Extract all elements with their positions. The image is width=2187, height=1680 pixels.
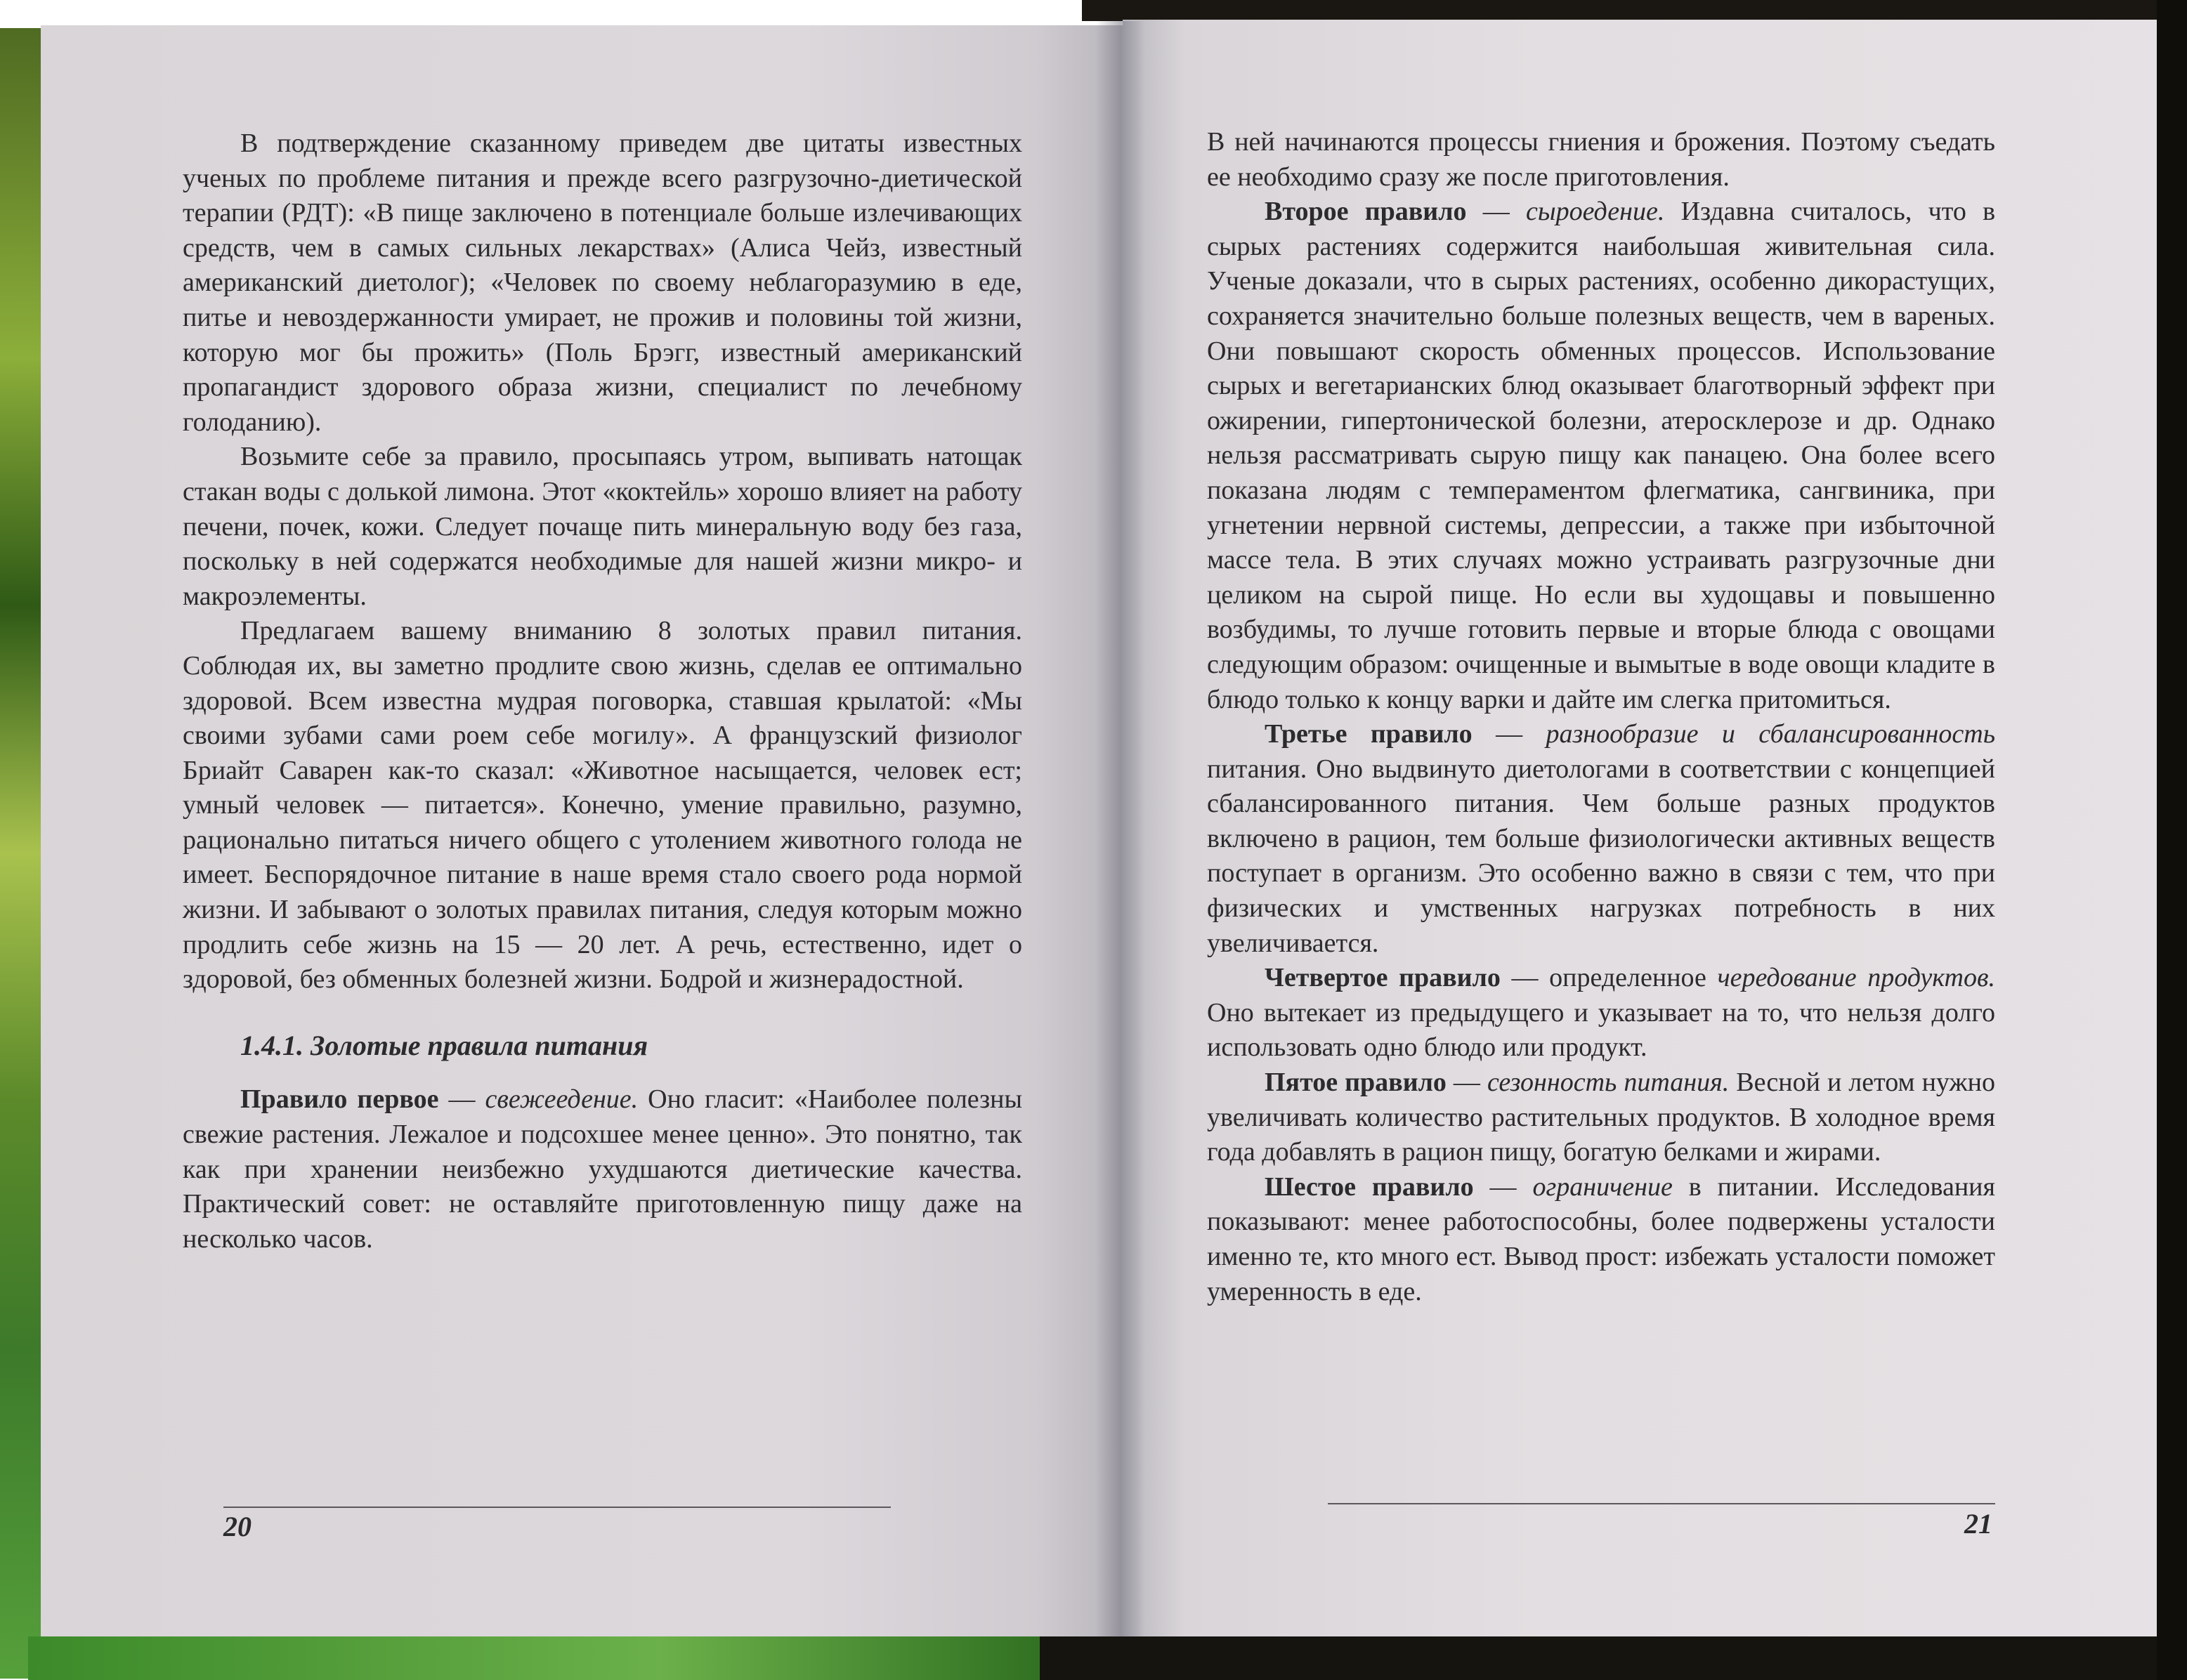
rule-name: сезонность питания. <box>1487 1068 1730 1098</box>
paragraph: Возьмите себе за правило, просыпаясь утром, выпивать натощак стакан воды с долькой лимона. Этот «коктейль» хорошо влияет на работу печени, почек, кожи. Следует почаще пить минеральную воду без газа, поскольку в ней содержатся необходимые для нашей жизни микро- и макроэлементы. <box>183 442 1022 611</box>
rule-label: Пятое правило <box>1265 1068 1447 1098</box>
scan-background-top <box>1082 0 2187 21</box>
rule-text: в питании. Исследования показывают: менее работоспособны, более подвержены усталости именно те, кто много ест. Вывод прост: избежать усталости поможет умеренность в еде. <box>1207 1172 1995 1306</box>
rule-name: сыроедение. <box>1526 197 1665 227</box>
rule-name: ограничение <box>1532 1172 1673 1202</box>
rule-paragraph <box>1207 717 1995 961</box>
scan-background-bottom <box>1040 1636 2187 1680</box>
footer-divider <box>1328 1503 1995 1504</box>
book-cover-bottom <box>28 1636 1082 1680</box>
paragraph: В подтверждение сказанному приведем две цитаты известных ученых по проблеме питания и прежде всего разгрузочно-диетической терапии (РДТ): «В пище заключено в потенциале больше излечивающих средств, чем в самых сильных лекарствах» (Алиса Чейз, известный американский диетолог); «Человек по своему неблагоразумию в еде, питье и невоздержанности умирает, не прожив и половины той жизни, которую мог бы прожить» (Поль Брэгг, известный американский пропагандист здорового образа жизни, специалист по лечебному голоданию). <box>183 129 1022 437</box>
rule-paragraph <box>1207 1065 1995 1170</box>
rule-paragraph <box>1207 1170 1995 1309</box>
rule-paragraph <box>1207 195 1995 717</box>
rule-paragraph <box>1207 961 1995 1065</box>
rule-text: Оно гласит: «Наиболее полезны свежие растения. Лежалое и подсохшее менее ценно». Это понятно, так как при хранении неизбежно ухудшаются диетические качества. Практический совет: не оставляйте приготовленную пищу даже на несколько часов. <box>183 1084 1023 1254</box>
rule-dash: — <box>1466 197 1527 227</box>
rule-name: разнообразие и сбалансированность <box>1546 719 1995 749</box>
rule-dash: — <box>1446 1068 1487 1098</box>
page-number: 20 <box>223 1511 252 1542</box>
paragraph: В ней начинаются процессы гниения и брожения. Поэтому съедать ее необходимо сразу же после приготовления. <box>1207 127 1995 192</box>
rule-text: Весной и летом нужно увеличивать количество растительных продуктов. В холодное время года добавлять в рацион пищу, богатую белками и жирами. <box>1207 1068 1996 1167</box>
left-page-text <box>183 126 1022 1256</box>
rule-paragraph <box>183 1082 1022 1256</box>
rule-dash: — <box>438 1084 485 1115</box>
page-number: 21 <box>1964 1508 1992 1540</box>
book-gutter <box>1096 21 1145 1643</box>
rule-text: Издавна считалось, что в сырых растениях содержится наибольшая живительная сила. Ученые доказали, что в сырых растениях, особенно дикорастущих, сохраняется значительно больше полезных веществ, чем в вареных. Они повышают скорость обменных процессов. Использование сырых и вегетарианских блюд оказывает благотворный эффект при ожирении, гипертонической болезни, атеросклерозе и др. Однако нельзя рассматривать сырую пищу как панацею. Она более всего показана людям с темпераментом флегматика, сангвиника, при угнетении нервной системы, депрессии, а также при избыточной массе тела. В этих случаях можно устраивать разгрузочные дни целиком на сырой пище. Но если вы худощавы и повышенно возбудимы, то лучше готовить первые и вторые блюда с овощами следующим образом: очищенные и вымытые в воде овощи кладите в блюдо только к концу варки и дайте им слегка притомиться. <box>1207 197 1996 714</box>
rule-text: питания. Оно выдвинуто диетологами в соответствии с концепцией сбалансированного питания. Чем больше разных продуктов включено в рацион, тем больше физиологически активных веществ поступает в организм. Это особенно важно в связи с тем, что при физических и умственных нагрузках потребность в них увеличивается. <box>1207 754 1995 958</box>
rule-label: Второе правило <box>1265 197 1467 227</box>
footer-divider <box>223 1507 891 1508</box>
rule-label: Шестое правило <box>1265 1172 1474 1202</box>
rule-name: чередование продуктов. <box>1717 963 1995 993</box>
rule-text: Оно вытекает из предыдущего и указывает на то, что нельзя долго использовать одно блюдо или продукт. <box>1207 997 1995 1063</box>
rule-dash: — <box>1473 1172 1533 1202</box>
scan-background-right <box>2157 0 2187 1680</box>
rule-label: Третье правило <box>1265 719 1473 749</box>
right-page-text <box>1207 125 1995 1309</box>
rule-dash: — определенное <box>1500 963 1718 993</box>
paragraph: Предлагаем вашему вниманию 8 золотых правил питания. Соблюдая их, вы заметно продлите свою жизнь, сделав ее оптимально здоровой. Всем известна мудрая поговорка, ставшая крылатой: «Мы своими зубами сами роем себе могилу». А французский физиолог Бриайт Саварен как-то сказал: «Животное насыщается, человек ест; умный человек — питается». Конечно, умение правильно, разумно, рационально питаться ничего общего с утолением животного голода не имеет. Беспорядочное питание в наше время стало своего рода нормой жизни. И забывают о золотых правилах питания, следуя которым можно продлить себе жизнь на 15 — 20 лет. А речь, естественно, идет о здоровой, без обменных болезней жизни. Бодрой и жизнерадостной. <box>183 616 1022 995</box>
rule-label: Правило первое <box>240 1084 439 1115</box>
rule-name: свежеедение. <box>485 1084 639 1115</box>
section-heading: 1.4.1. Золотые правила питания <box>240 1029 648 1061</box>
rule-label: Четвертое правило <box>1265 963 1501 993</box>
rule-dash: — <box>1472 719 1546 749</box>
